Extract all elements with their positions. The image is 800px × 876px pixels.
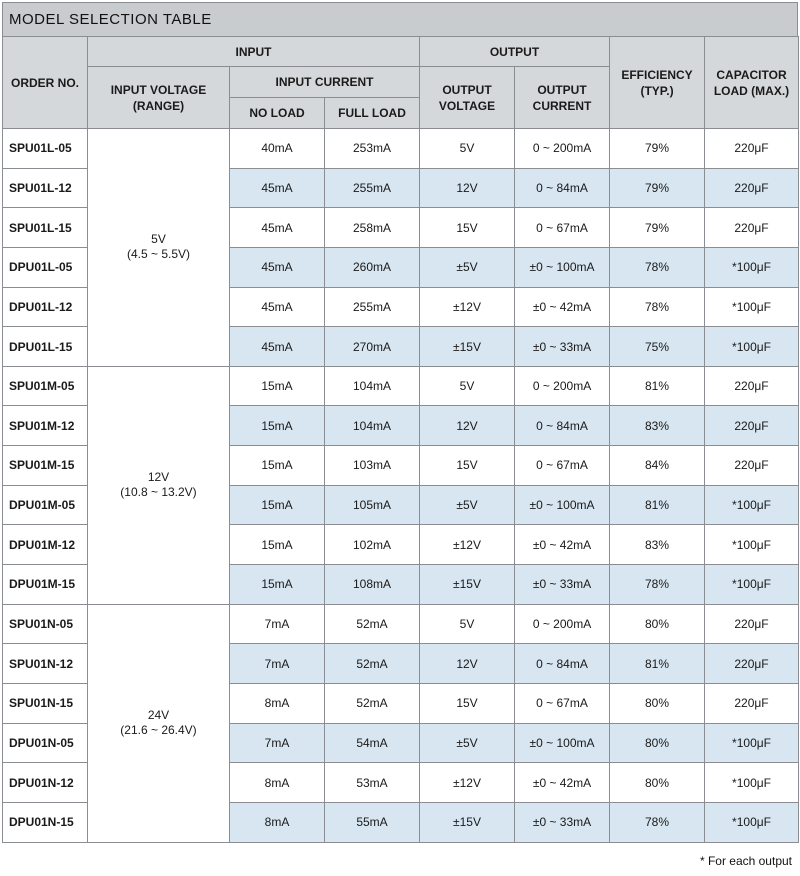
full-load-current-cell: 103mA [325,446,420,486]
output-current-cell: ±0 ~ 33mA [515,565,610,605]
order-number-cell: DPU01L-05 [3,247,88,287]
no-load-current-cell: 45mA [230,247,325,287]
table-row [3,366,799,406]
order-number-cell: SPU01M-12 [3,406,88,446]
table-title: MODEL SELECTION TABLE [2,2,798,36]
no-load-current-cell: 45mA [230,208,325,248]
table-row [3,129,799,169]
full-load-current-cell: 52mA [325,644,420,684]
output-voltage-cell: ±15V [420,565,515,605]
efficiency-cell: 83% [610,406,705,446]
output-voltage-cell: ±15V [420,802,515,842]
output-current-cell: 0 ~ 67mA [515,208,610,248]
capacitor-load-cell: 220μF [705,366,799,406]
output-current-cell: ±0 ~ 33mA [515,327,610,367]
order-number-cell: DPU01M-15 [3,565,88,605]
output-voltage-cell: 5V [420,129,515,169]
full-load-current-cell: 52mA [325,683,420,723]
header-input-voltage-label: INPUT VOLTAGE (RANGE) [110,82,207,113]
output-current-cell: 0 ~ 84mA [515,644,610,684]
no-load-current-cell: 7mA [230,604,325,644]
output-voltage-cell: 12V [420,168,515,208]
capacitor-load-cell: *100μF [705,565,799,605]
full-load-current-cell: 255mA [325,287,420,327]
full-load-current-cell: 55mA [325,802,420,842]
input-voltage-range: (4.5 ~ 5.5V) [126,247,191,262]
capacitor-load-cell: *100μF [705,287,799,327]
efficiency-cell: 78% [610,287,705,327]
order-number-cell: DPU01N-05 [3,723,88,763]
table-row [3,604,799,644]
output-voltage-cell: ±5V [420,485,515,525]
capacitor-load-cell: *100μF [705,247,799,287]
order-number-cell: SPU01M-05 [3,366,88,406]
full-load-current-cell: 52mA [325,604,420,644]
efficiency-cell: 78% [610,247,705,287]
output-voltage-cell: ±12V [420,525,515,565]
efficiency-cell: 79% [610,168,705,208]
capacitor-load-cell: 220μF [705,683,799,723]
full-load-current-cell: 105mA [325,485,420,525]
efficiency-cell: 80% [610,683,705,723]
efficiency-cell: 84% [610,446,705,486]
output-current-cell: ±0 ~ 42mA [515,763,610,803]
model-selection-table [2,36,799,843]
no-load-current-cell: 15mA [230,406,325,446]
output-current-cell: 0 ~ 67mA [515,683,610,723]
efficiency-cell: 78% [610,565,705,605]
capacitor-load-cell: 220μF [705,644,799,684]
efficiency-cell: 83% [610,525,705,565]
footnote: * For each output [699,854,792,868]
efficiency-cell: 80% [610,763,705,803]
capacitor-load-cell: 220μF [705,604,799,644]
full-load-current-cell: 270mA [325,327,420,367]
capacitor-load-cell: 220μF [705,208,799,248]
order-number-cell: SPU01L-15 [3,208,88,248]
efficiency-cell: 78% [610,802,705,842]
no-load-current-cell: 15mA [230,446,325,486]
header-output-current-label: OUTPUT CURRENT [532,82,592,113]
header-order-no: ORDER NO. [3,37,88,129]
efficiency-cell: 81% [610,644,705,684]
output-voltage-cell: 5V [420,604,515,644]
no-load-current-cell: 8mA [230,683,325,723]
input-voltage-cell [88,604,230,842]
full-load-current-cell: 260mA [325,247,420,287]
order-number-cell: SPU01M-15 [3,446,88,486]
no-load-current-cell: 7mA [230,723,325,763]
output-voltage-cell: ±15V [420,327,515,367]
output-current-cell: 0 ~ 84mA [515,406,610,446]
capacitor-load-cell: *100μF [705,763,799,803]
full-load-current-cell: 104mA [325,406,420,446]
header-capacitor-load-label: CAPACITOR LOAD (MAX.) [713,67,790,98]
input-voltage-range: (10.8 ~ 13.2V) [120,485,197,500]
input-voltage-range: (21.6 ~ 26.4V) [120,723,197,738]
efficiency-cell: 79% [610,208,705,248]
order-number-cell: DPU01L-12 [3,287,88,327]
output-current-cell: 0 ~ 200mA [515,366,610,406]
table-body [3,129,799,843]
efficiency-cell: 80% [610,604,705,644]
order-number-cell: SPU01N-05 [3,604,88,644]
output-current-cell: ±0 ~ 33mA [515,802,610,842]
model-selection-table-frame [2,2,798,868]
output-current-cell: ±0 ~ 100mA [515,723,610,763]
output-voltage-cell: ±5V [420,247,515,287]
output-voltage-cell: 15V [420,208,515,248]
input-voltage-value: 24V [147,708,170,723]
output-current-cell: ±0 ~ 100mA [515,247,610,287]
output-current-cell: 0 ~ 200mA [515,604,610,644]
header-output-current [515,67,610,129]
capacitor-load-cell: *100μF [705,525,799,565]
output-voltage-cell: 15V [420,446,515,486]
header-input-current: INPUT CURRENT [230,67,420,98]
output-current-cell: 0 ~ 67mA [515,446,610,486]
input-voltage-value: 5V [151,232,166,247]
no-load-current-cell: 40mA [230,129,325,169]
capacitor-load-cell: *100μF [705,485,799,525]
no-load-current-cell: 45mA [230,327,325,367]
output-voltage-cell: 15V [420,683,515,723]
capacitor-load-cell: *100μF [705,327,799,367]
header-input: INPUT [88,37,420,67]
capacitor-load-cell: *100μF [705,723,799,763]
input-voltage-cell [88,366,230,604]
efficiency-cell: 75% [610,327,705,367]
order-number-cell: SPU01N-12 [3,644,88,684]
header-output: OUTPUT [420,37,610,67]
no-load-current-cell: 15mA [230,565,325,605]
output-current-cell: 0 ~ 84mA [515,168,610,208]
capacitor-load-cell: 220μF [705,406,799,446]
order-number-cell: SPU01L-12 [3,168,88,208]
header-input-voltage [88,67,230,129]
output-voltage-cell: 5V [420,366,515,406]
capacitor-load-cell: 220μF [705,446,799,486]
header-efficiency-label: EFFICIENCY (TYP.) [621,67,693,98]
output-voltage-cell: ±12V [420,763,515,803]
no-load-current-cell: 15mA [230,366,325,406]
output-current-cell: ±0 ~ 42mA [515,287,610,327]
output-current-cell: ±0 ~ 100mA [515,485,610,525]
efficiency-cell: 81% [610,485,705,525]
input-voltage-value: 12V [147,470,170,485]
full-load-current-cell: 108mA [325,565,420,605]
no-load-current-cell: 15mA [230,485,325,525]
capacitor-load-cell: *100μF [705,802,799,842]
order-number-cell: DPU01N-15 [3,802,88,842]
no-load-current-cell: 45mA [230,287,325,327]
full-load-current-cell: 255mA [325,168,420,208]
no-load-current-cell: 8mA [230,763,325,803]
order-number-cell: SPU01L-05 [3,129,88,169]
capacitor-load-cell: 220μF [705,168,799,208]
order-number-cell: DPU01M-12 [3,525,88,565]
header-full-load: FULL LOAD [325,98,420,129]
efficiency-cell: 81% [610,366,705,406]
capacitor-load-cell: 220μF [705,129,799,169]
order-number-cell: SPU01N-15 [3,683,88,723]
full-load-current-cell: 253mA [325,129,420,169]
full-load-current-cell: 53mA [325,763,420,803]
full-load-current-cell: 54mA [325,723,420,763]
output-voltage-cell: ±12V [420,287,515,327]
full-load-current-cell: 104mA [325,366,420,406]
efficiency-cell: 80% [610,723,705,763]
order-number-cell: DPU01M-05 [3,485,88,525]
input-voltage-cell [88,129,230,367]
full-load-current-cell: 258mA [325,208,420,248]
output-voltage-cell: 12V [420,406,515,446]
efficiency-cell: 79% [610,129,705,169]
no-load-current-cell: 15mA [230,525,325,565]
no-load-current-cell: 45mA [230,168,325,208]
full-load-current-cell: 102mA [325,525,420,565]
order-number-cell: DPU01L-15 [3,327,88,367]
header-output-voltage-label: OUTPUT VOLTAGE [438,82,496,113]
header-capacitor-load [705,37,799,129]
no-load-current-cell: 7mA [230,644,325,684]
header-output-voltage [420,67,515,129]
no-load-current-cell: 8mA [230,802,325,842]
output-voltage-cell: ±5V [420,723,515,763]
output-current-cell: 0 ~ 200mA [515,129,610,169]
header-efficiency [610,37,705,129]
order-number-cell: DPU01N-12 [3,763,88,803]
output-voltage-cell: 12V [420,644,515,684]
header-no-load: NO LOAD [230,98,325,129]
output-current-cell: ±0 ~ 42mA [515,525,610,565]
